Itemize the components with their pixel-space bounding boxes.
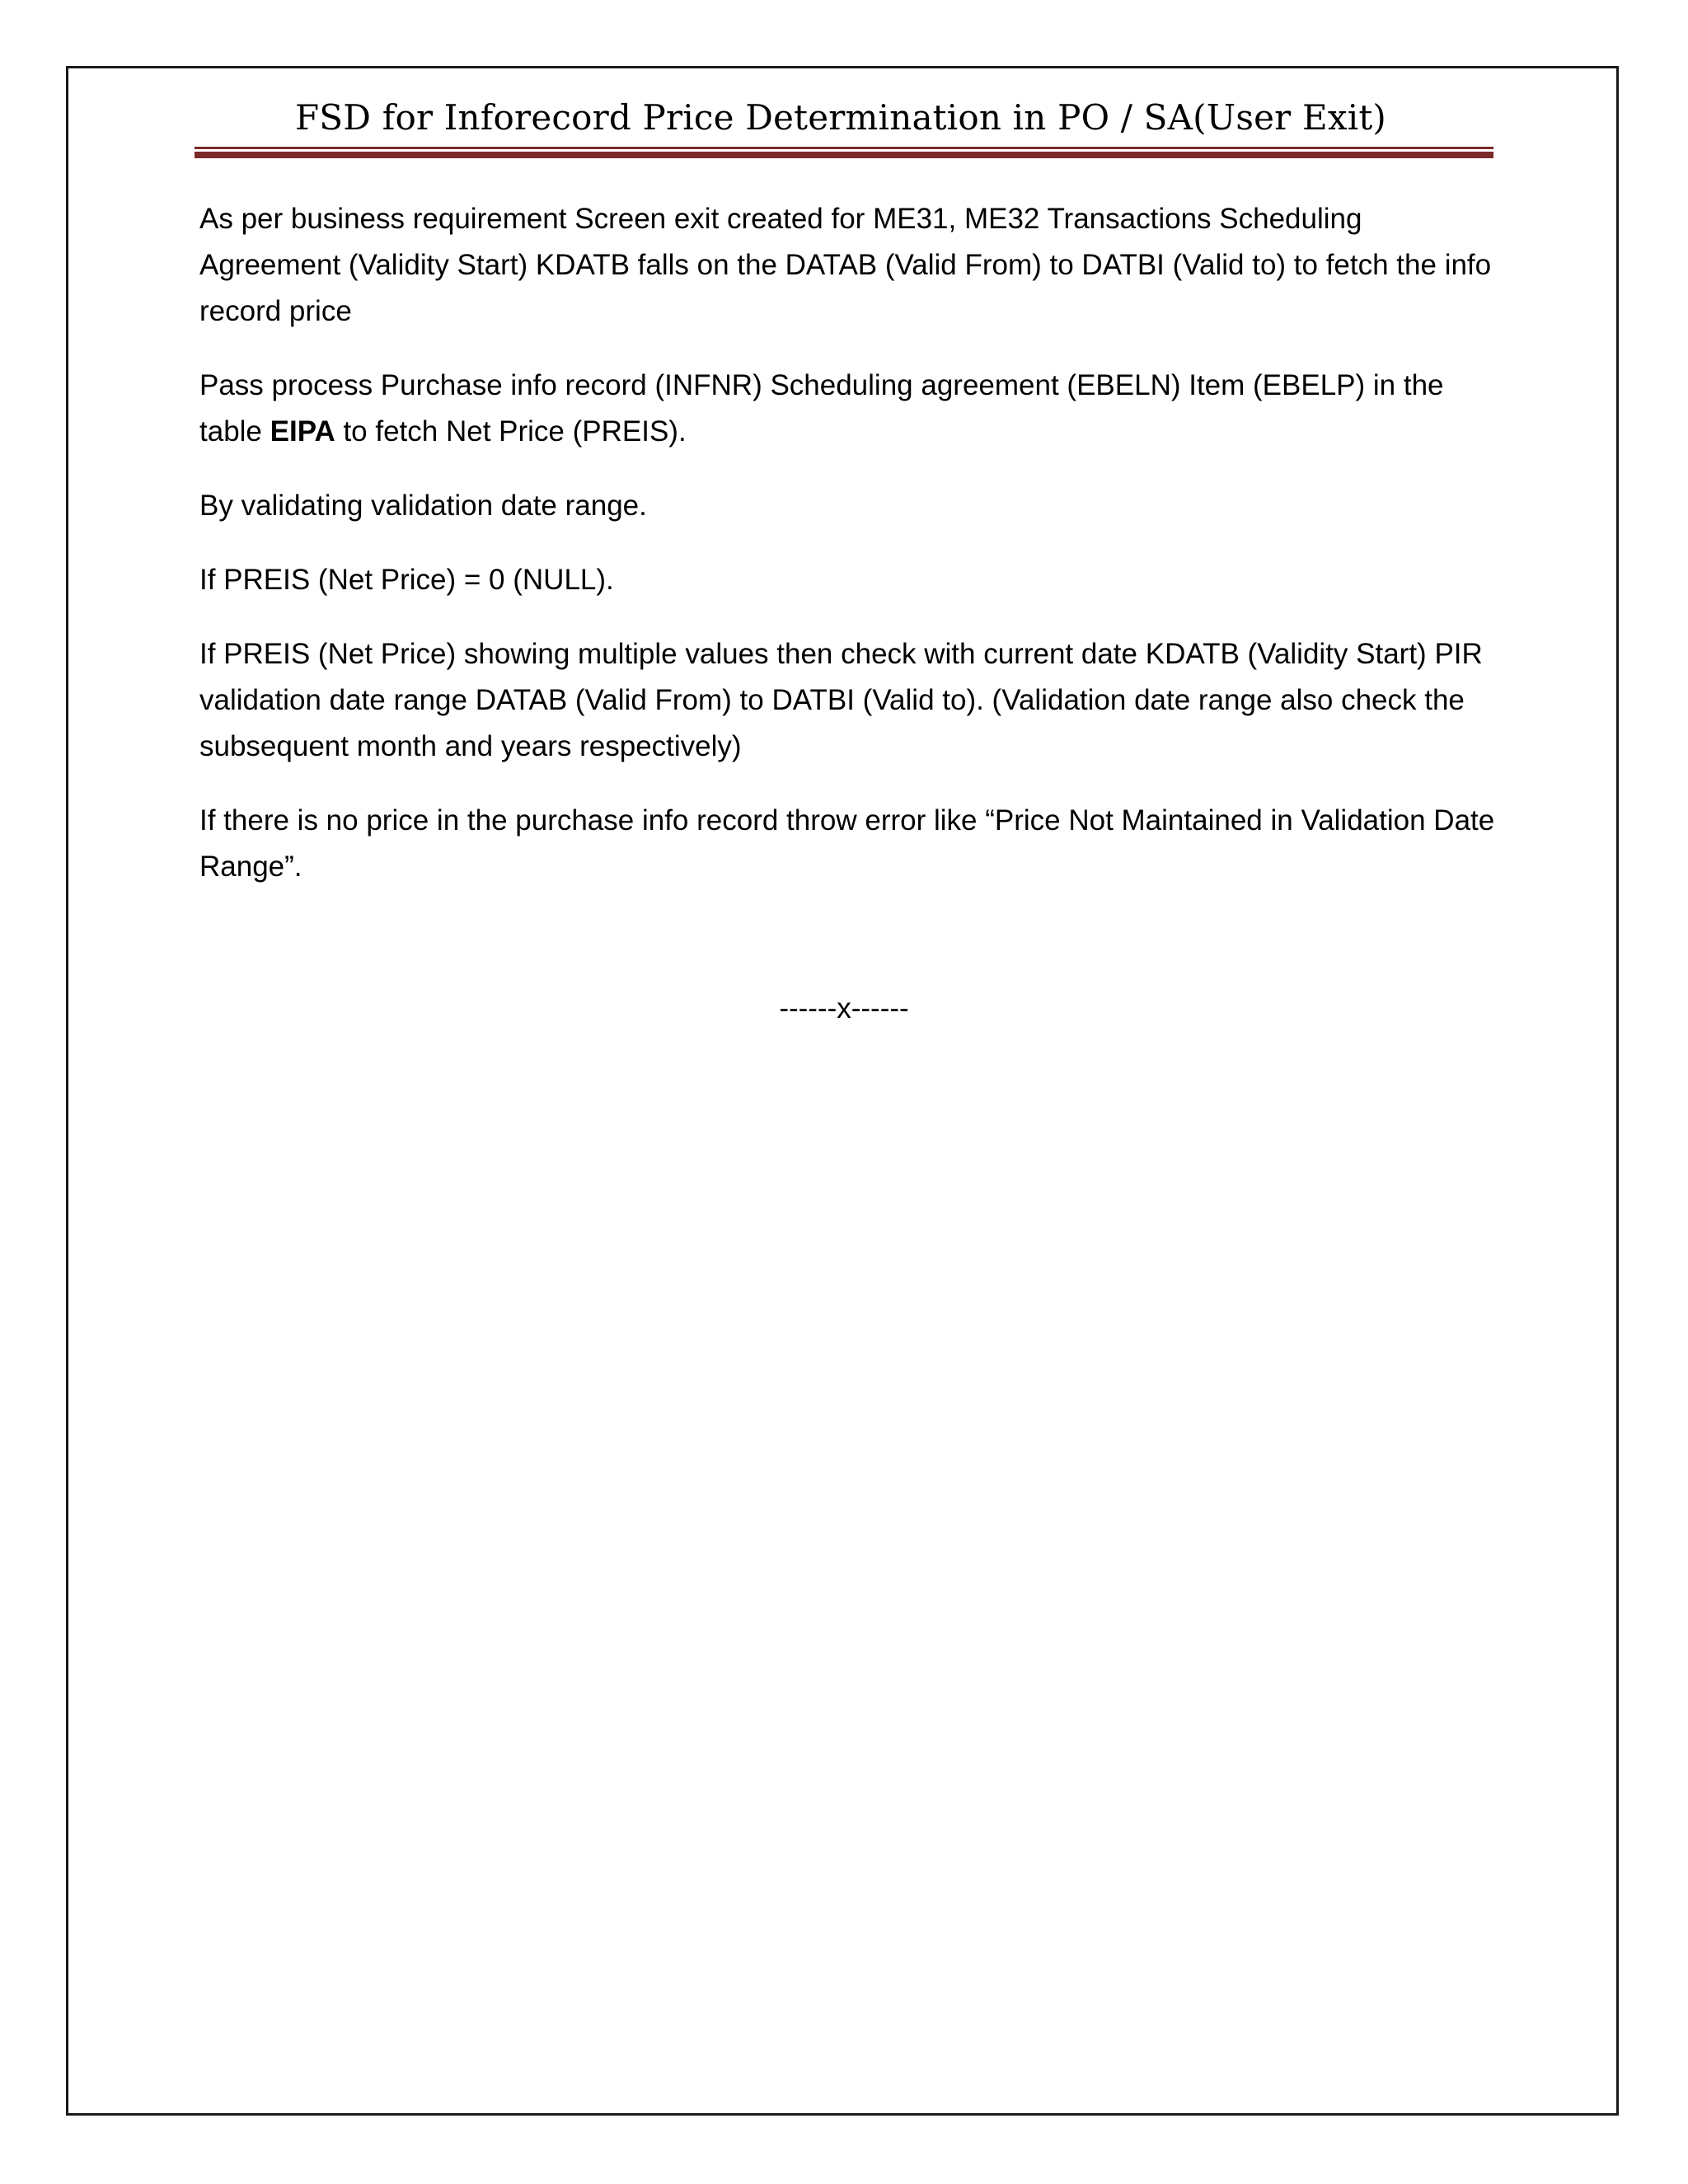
document-title: FSD for Inforecord Price Determination in PO / SA(User Exit) — [294, 97, 1387, 138]
paragraph-pass-process-tail: to fetch Net Price (PREIS). — [335, 415, 687, 448]
title-underline — [195, 147, 1493, 158]
paragraph-pass-process-text: Pass process Purchase info record (INFNR) Scheduling agreement (EBELN) Item (EBELP) in the table — [199, 369, 1444, 448]
document-body — [199, 196, 1502, 918]
table-name-eipa: EIPA — [270, 415, 335, 448]
end-marker: ------x------ — [779, 992, 909, 1024]
paragraph-validating: By validating validation date range. — [199, 490, 647, 522]
title-underline-thick — [195, 152, 1493, 158]
paragraph-multiple-values: If PREIS (Net Price) showing multiple values then check with current date KDATB (Validity Start) PIR validation date range DATAB (Valid From) to DATBI (Valid to). (Validation date range also check the subsequent month and years respectively) — [199, 638, 1483, 762]
paragraph-error-message: If there is no price in the purchase info record throw error like “Price Not Maintained in Validation Date Range”. — [199, 804, 1495, 883]
paragraph-pass-process — [199, 363, 1502, 455]
paragraph-screen-exit: As per business requirement Screen exit created for ME31, ME32 Transactions Scheduling Agreement (Validity Start) KDATB falls on the DATAB (Valid From) to DATBI (Valid to) to fetch the info record price — [199, 203, 1492, 327]
paragraph-null-price: If PREIS (Net Price) = 0 (NULL). — [199, 564, 614, 596]
